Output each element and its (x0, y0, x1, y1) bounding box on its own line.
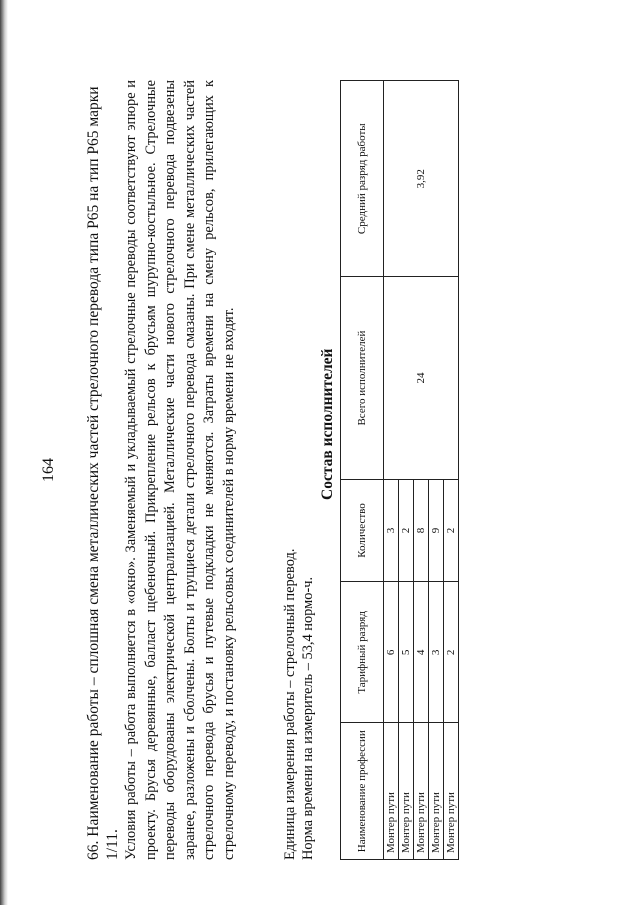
cell-grade: 4 (414, 582, 429, 723)
table-header-row (341, 81, 384, 860)
page-number: 164 (40, 458, 57, 482)
header-total: Всего исполнителей (341, 277, 384, 479)
cell-grade: 6 (384, 582, 399, 723)
header-count: Количество (341, 479, 384, 582)
staff-table (340, 80, 459, 860)
cell-average-grade: 3,92 (384, 81, 459, 277)
cell-grade: 2 (444, 582, 459, 723)
cell-profession: Монтер пути (429, 723, 444, 860)
header-grade: Тарифный разряд (341, 582, 384, 723)
cell-grade: 5 (399, 582, 414, 723)
cell-profession: Монтер пути (384, 723, 399, 860)
cell-profession: Монтер пути (444, 723, 459, 860)
cell-count: 3 (384, 479, 399, 582)
cell-profession: Монтер пути (414, 723, 429, 860)
table-title: Состав исполнителей (319, 348, 336, 500)
scan-edge-shadow (0, 0, 8, 905)
cell-count: 9 (429, 479, 444, 582)
rotated-page (40, 60, 490, 880)
cell-count: 8 (414, 479, 429, 582)
cell-profession: Монтер пути (399, 723, 414, 860)
table-row (384, 81, 399, 860)
cell-total: 24 (384, 277, 459, 479)
cell-grade: 3 (429, 582, 444, 723)
cell-count: 2 (444, 479, 459, 582)
cell-count: 2 (399, 479, 414, 582)
conditions-paragraph: Условия работы – работа выполняется в «окно». Заменяемый и укладываемый стрелочные переводы соответствуют эпюре и проекту. Брусья деревянные, балласт щебеночный. Прикрепление рельсов к брусьям шурупно-костыльное. Стрелочные переводы оборудованы электрической централизацией. Металлические части нового стрелочного перевода подвезены заранее, разложены и сболчены. Болты и трущиеся детали стрелочного перевода смазаны. При смене металлических частей стрелочного перевода брусья и путевые подкладки не меняются. Затраты времени на смену рельсов, прилегающих к стрелочному переводу, и постановку рельсовых соединителей в норму времени не входят. (123, 80, 237, 860)
measurement-unit: Единица измерения работы – стрелочный перевод. (282, 548, 298, 860)
header-average-grade: Средний разряд работы (341, 81, 384, 277)
header-profession: Наименование профессии (341, 723, 384, 860)
time-norm: Норма времени на измеритель – 53,4 нормо-ч. (300, 576, 316, 860)
work-conditions (122, 80, 240, 860)
work-title: 66. Наименование работы – сплошная смена металлических частей стрелочного перевода типа Р65 на тип Р65 марки 1/11. (85, 86, 121, 860)
